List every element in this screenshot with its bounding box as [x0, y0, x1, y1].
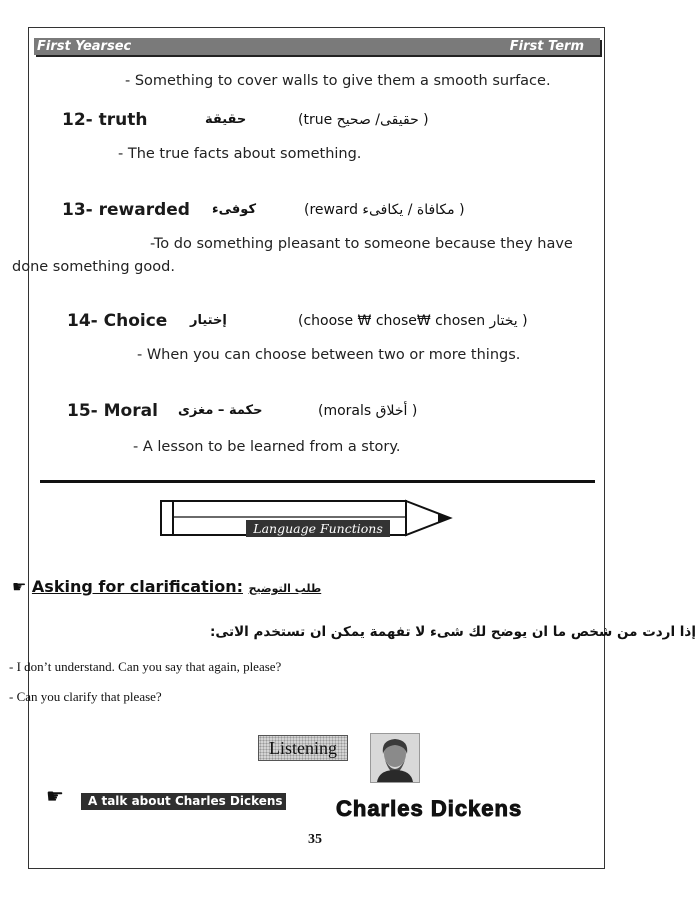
vocab-definition-13-cont: done something good.	[12, 259, 175, 275]
vocab-translation-14: (choose ₩ chose₩ chosen يختار )	[298, 313, 528, 329]
vocab-arabic-12: حقيقة	[205, 112, 247, 127]
vocab-translation-15: (morals أخلاق )	[318, 403, 418, 419]
vocab-word-12: 12- truth	[62, 110, 148, 130]
language-functions-label: Language Functions	[246, 520, 390, 537]
talk-label: A talk about Charles Dickens	[81, 793, 286, 810]
clarification-heading	[12, 577, 321, 596]
vocab-arabic-15: حكمة – مغزى	[178, 403, 263, 418]
header-left-text: First Yearsec	[37, 39, 132, 54]
vocab-arabic-13: كوفىء	[212, 202, 257, 217]
vocab-word-13: 13- rewarded	[62, 200, 190, 220]
charles-dickens-heading: Charles Dickens	[336, 796, 523, 821]
hand-pointer-icon: ☛	[12, 577, 27, 596]
page-header	[34, 38, 600, 55]
header-right-text: First Term	[509, 39, 584, 54]
vocab-arabic-14: إختيار	[190, 313, 227, 328]
vocab-definition-12: - The true facts about something.	[118, 146, 362, 162]
arabic-instruction: إذا اردت من شخص ما ان يوضح لك شىء لا تفهمة يمكن ان تستخدم الاتى:	[210, 624, 696, 640]
clarification-arabic-title: طلب التوضيح	[248, 582, 322, 595]
vocab-word-15: 15- Moral	[67, 401, 158, 421]
listening-label: Listening	[258, 735, 348, 761]
phrase-2: - Can you clarify that please?	[9, 689, 162, 704]
vocab-definition-15: - A lesson to be learned from a story.	[133, 439, 401, 455]
section-divider	[40, 480, 595, 483]
phrase-1: - I don’t understand. Can you say that again, please?	[9, 659, 282, 674]
vocab-definition-14: - When you can choose between two or more things.	[137, 347, 521, 363]
charles-dickens-portrait	[370, 733, 420, 783]
vocab-translation-12: (true حقيقى/ صحيح )	[298, 112, 429, 128]
vocab-word-14: 14- Choice	[67, 311, 168, 331]
clarification-title: Asking for clarification:	[31, 577, 243, 596]
hand-point-icon: ☛	[46, 784, 64, 808]
page-number: 35	[308, 832, 322, 847]
vocab-translation-13: (reward مكافاة / يكافىء )	[304, 202, 465, 218]
vocab-definition-13: -To do something pleasant to someone because they have	[150, 236, 573, 252]
definition-11: - Something to cover walls to give them a smooth surface.	[125, 73, 551, 89]
